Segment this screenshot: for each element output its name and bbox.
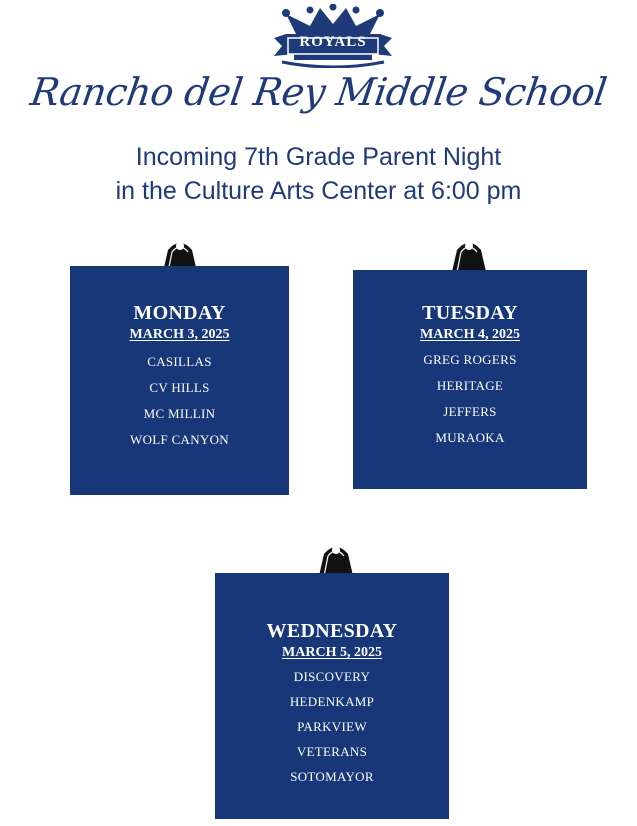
event-headline <box>0 140 637 208</box>
monday-card <box>70 266 289 495</box>
school-item: PARKVIEW <box>297 719 367 734</box>
school-item: GREG ROGERS <box>423 352 517 367</box>
card-date: MARCH 4, 2025 <box>420 327 520 342</box>
school-item: VETERANS <box>296 744 368 759</box>
headline-line-1: Incoming 7th Grade Parent Night <box>135 143 502 171</box>
wednesday-card <box>215 573 449 819</box>
school-name: Rancho del Rey Middle School <box>27 70 610 114</box>
card-date: MARCH 3, 2025 <box>129 327 230 342</box>
school-item: HERITAGE <box>436 378 504 393</box>
royals-logo <box>272 4 394 68</box>
school-item: SOTOMAYOR <box>290 769 374 784</box>
card-day: TUESDAY <box>422 302 518 324</box>
school-item: MC MILLIN <box>143 406 216 421</box>
card-day: MONDAY <box>133 302 226 324</box>
tuesday-card <box>353 270 587 489</box>
card-date: MARCH 5, 2025 <box>282 645 382 660</box>
card-day: WEDNESDAY <box>266 620 398 642</box>
school-item: MURAOKA <box>435 430 505 445</box>
school-item: HEDENKAMP <box>289 694 375 709</box>
logo-text: ROYALS <box>299 34 367 50</box>
school-item: CV HILLS <box>149 380 210 395</box>
school-item: WOLF CANYON <box>130 432 229 447</box>
school-item: CASILLAS <box>147 354 212 369</box>
headline-line-2: in the Culture Arts Center at 6:00 pm <box>115 177 522 205</box>
school-item: JEFFERS <box>443 404 497 419</box>
school-item: DISCOVERY <box>293 669 371 684</box>
